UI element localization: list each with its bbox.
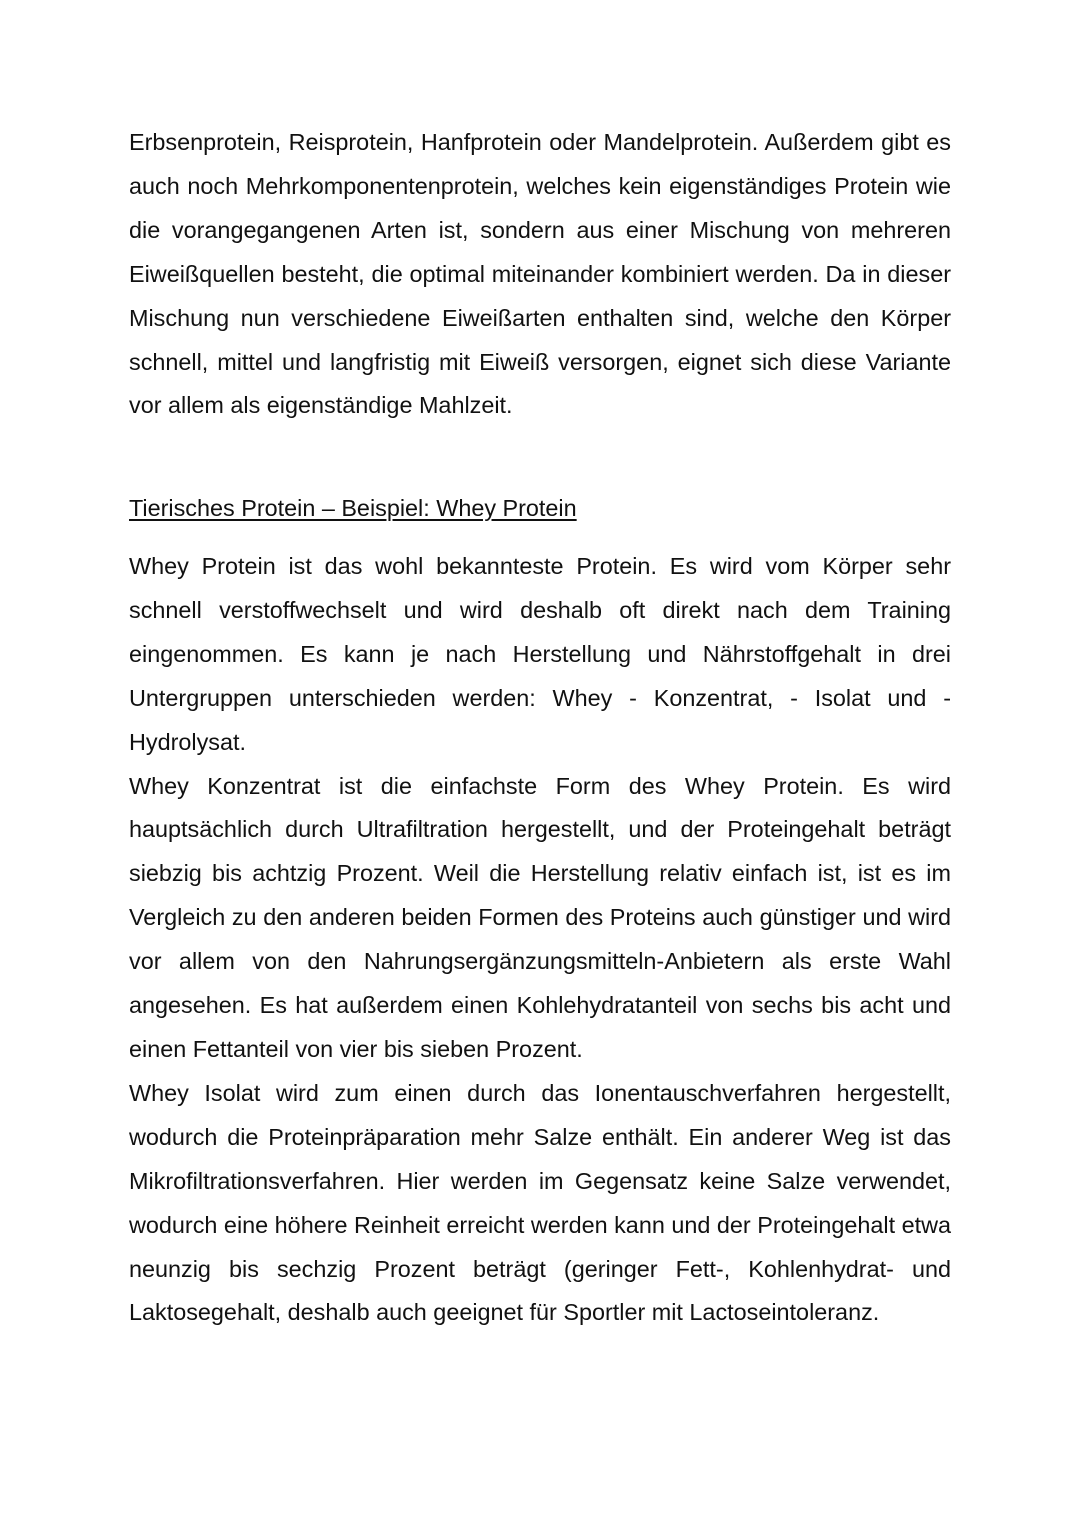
intro-paragraph: Erbsenprotein, Reisprotein, Hanfprotein oder Mandelprotein. Außerdem gibt es auch noch Mehrkomponentenprotein, welches kein eigenständiges Protein wie die vorangegangenen Arten ist, sondern aus einer Mischung von mehreren Eiweißquellen besteht, die optimal miteinander kombiniert werden. Da in dieser Mischung nun verschiedene Eiweißarten enthalten sind, welche den Körper schnell, mittel und langfristig mit Eiweiß versorgen, eignet sich diese Variante vor allem als eigenständige Mahlzeit. <box>129 129 951 419</box>
section-heading-whey-protein: Tierisches Protein – Beispiel: Whey Protein <box>129 495 577 521</box>
paragraph-whey-concentrate: Whey Konzentrat ist die einfachste Form des Whey Protein. Es wird hauptsächlich durch Ultrafiltration hergestellt, und der Proteingehalt beträgt siebzig bis achtzig Prozent. Weil die Herstellung relativ einfach ist, ist es im Vergleich zu den anderen beiden Formen des Proteins auch günstiger und wird vor allem von den Nahrungsergänzungsmitteln-Anbietern als erste Wahl angesehen. Es hat außerdem einen Kohlehydratanteil von sechs bis acht und einen Fettanteil von vier bis sieben Prozent. <box>129 772 951 1062</box>
paragraph-whey-isolate: Whey Isolat wird zum einen durch das Ionentauschverfahren hergestellt, wodurch die Proteinpräparation mehr Salze enthält. Ein anderer Weg ist das Mikrofiltrationsverfahren. Hier werden im Gegensatz keine Salze verwendet, wodurch eine höhere Reinheit erreicht werden kann und der Proteingehalt etwa neunzig bis sechzig Prozent beträgt (geringer Fett-, Kohlenhydrat- und Laktosegehalt, deshalb auch geeignet für Sportler mit Lactoseintoleranz. <box>129 1079 951 1326</box>
whey-text-block <box>129 545 951 1335</box>
paragraph-whey-overview: Whey Protein ist das wohl bekannteste Protein. Es wird vom Körper sehr schnell verstoffwechselt und wird deshalb oft direkt nach dem Training eingenommen. Es kann je nach Herstellung und Nährstoffgehalt in drei Untergruppen unterschieden werden: Whey - Konzentrat, - Isolat und - Hydrolysat. <box>129 553 951 755</box>
intro-text-block <box>129 121 951 428</box>
